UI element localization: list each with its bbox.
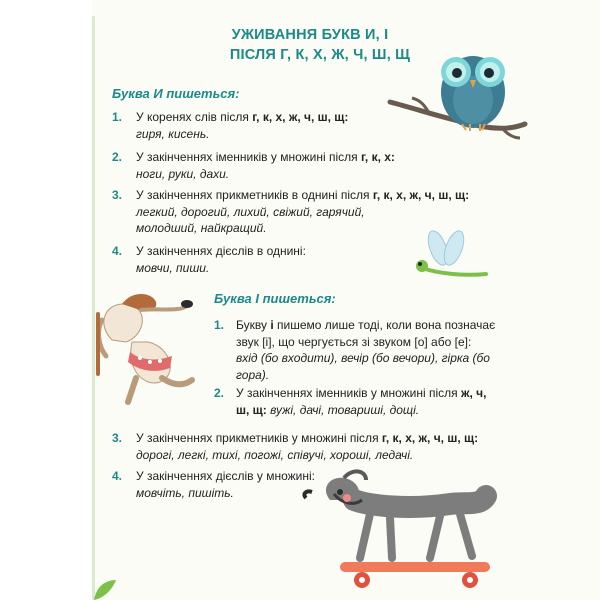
title-line-2: ПІСЛЯ Г, К, Х, Ж, Ч, Ш, Щ: [229, 47, 411, 63]
puppy-illustration: [92, 290, 207, 405]
title-line-1: УЖИВАННЯ БУКВ И, І: [231, 27, 389, 43]
item-number: 1.: [112, 110, 123, 124]
item-number: 2.: [214, 386, 225, 400]
dog-skateboard-illustration: [300, 470, 500, 595]
item-number: 1.: [214, 318, 225, 332]
item-text: У закінченнях дієслів в однині: мовчи, пиши.: [136, 244, 306, 275]
item-text: У коренях слів після г, к, х, ж, ч, ш, щ: гиря, кисень.: [136, 110, 349, 141]
item-number: 2.: [112, 150, 123, 164]
item-text: Букву і пишемо лише тоді, коли вона позначає звук [і], що чергується зі звуком [о] або [е]: вхід (бо входити), вечір (бо вечори), гірка (бо гора).: [236, 318, 496, 382]
section-ii-heading: Буква І пишеться:: [214, 291, 336, 306]
item-text: У закінченнях іменників у множині після г, к, х: ноги, руки, дахи.: [136, 150, 395, 181]
item-number: 3.: [112, 188, 123, 202]
item-text: У закінченнях прикметників в однині після г, к, х, ж, ч, ш, щ: легкий, дорогий, лихий, свіжий, гарячий, молодший, найкращий.: [136, 188, 470, 235]
item-text: У закінченнях прикметників у множині після г, к, х, ж, ч, ш, щ: дорогі, легкі, тихі, погожі, співучі, хороші, ледачі.: [136, 431, 479, 462]
leaf-decoration: [92, 578, 122, 600]
item-text: У закінченнях іменників у множині після ж, ч, ш, щ: вужі, дачі, товариші, дощі.: [236, 386, 487, 417]
dragonfly-illustration: [410, 230, 490, 290]
owl-illustration: [390, 40, 530, 150]
item-number: 3.: [112, 431, 123, 445]
section-i-heading: Буква И пишеться:: [112, 86, 240, 101]
item-number: 4.: [112, 244, 123, 258]
item-text: У закінченнях дієслів у множині: мовчіть, пишіть.: [136, 469, 315, 500]
item-number: 4.: [112, 469, 123, 483]
